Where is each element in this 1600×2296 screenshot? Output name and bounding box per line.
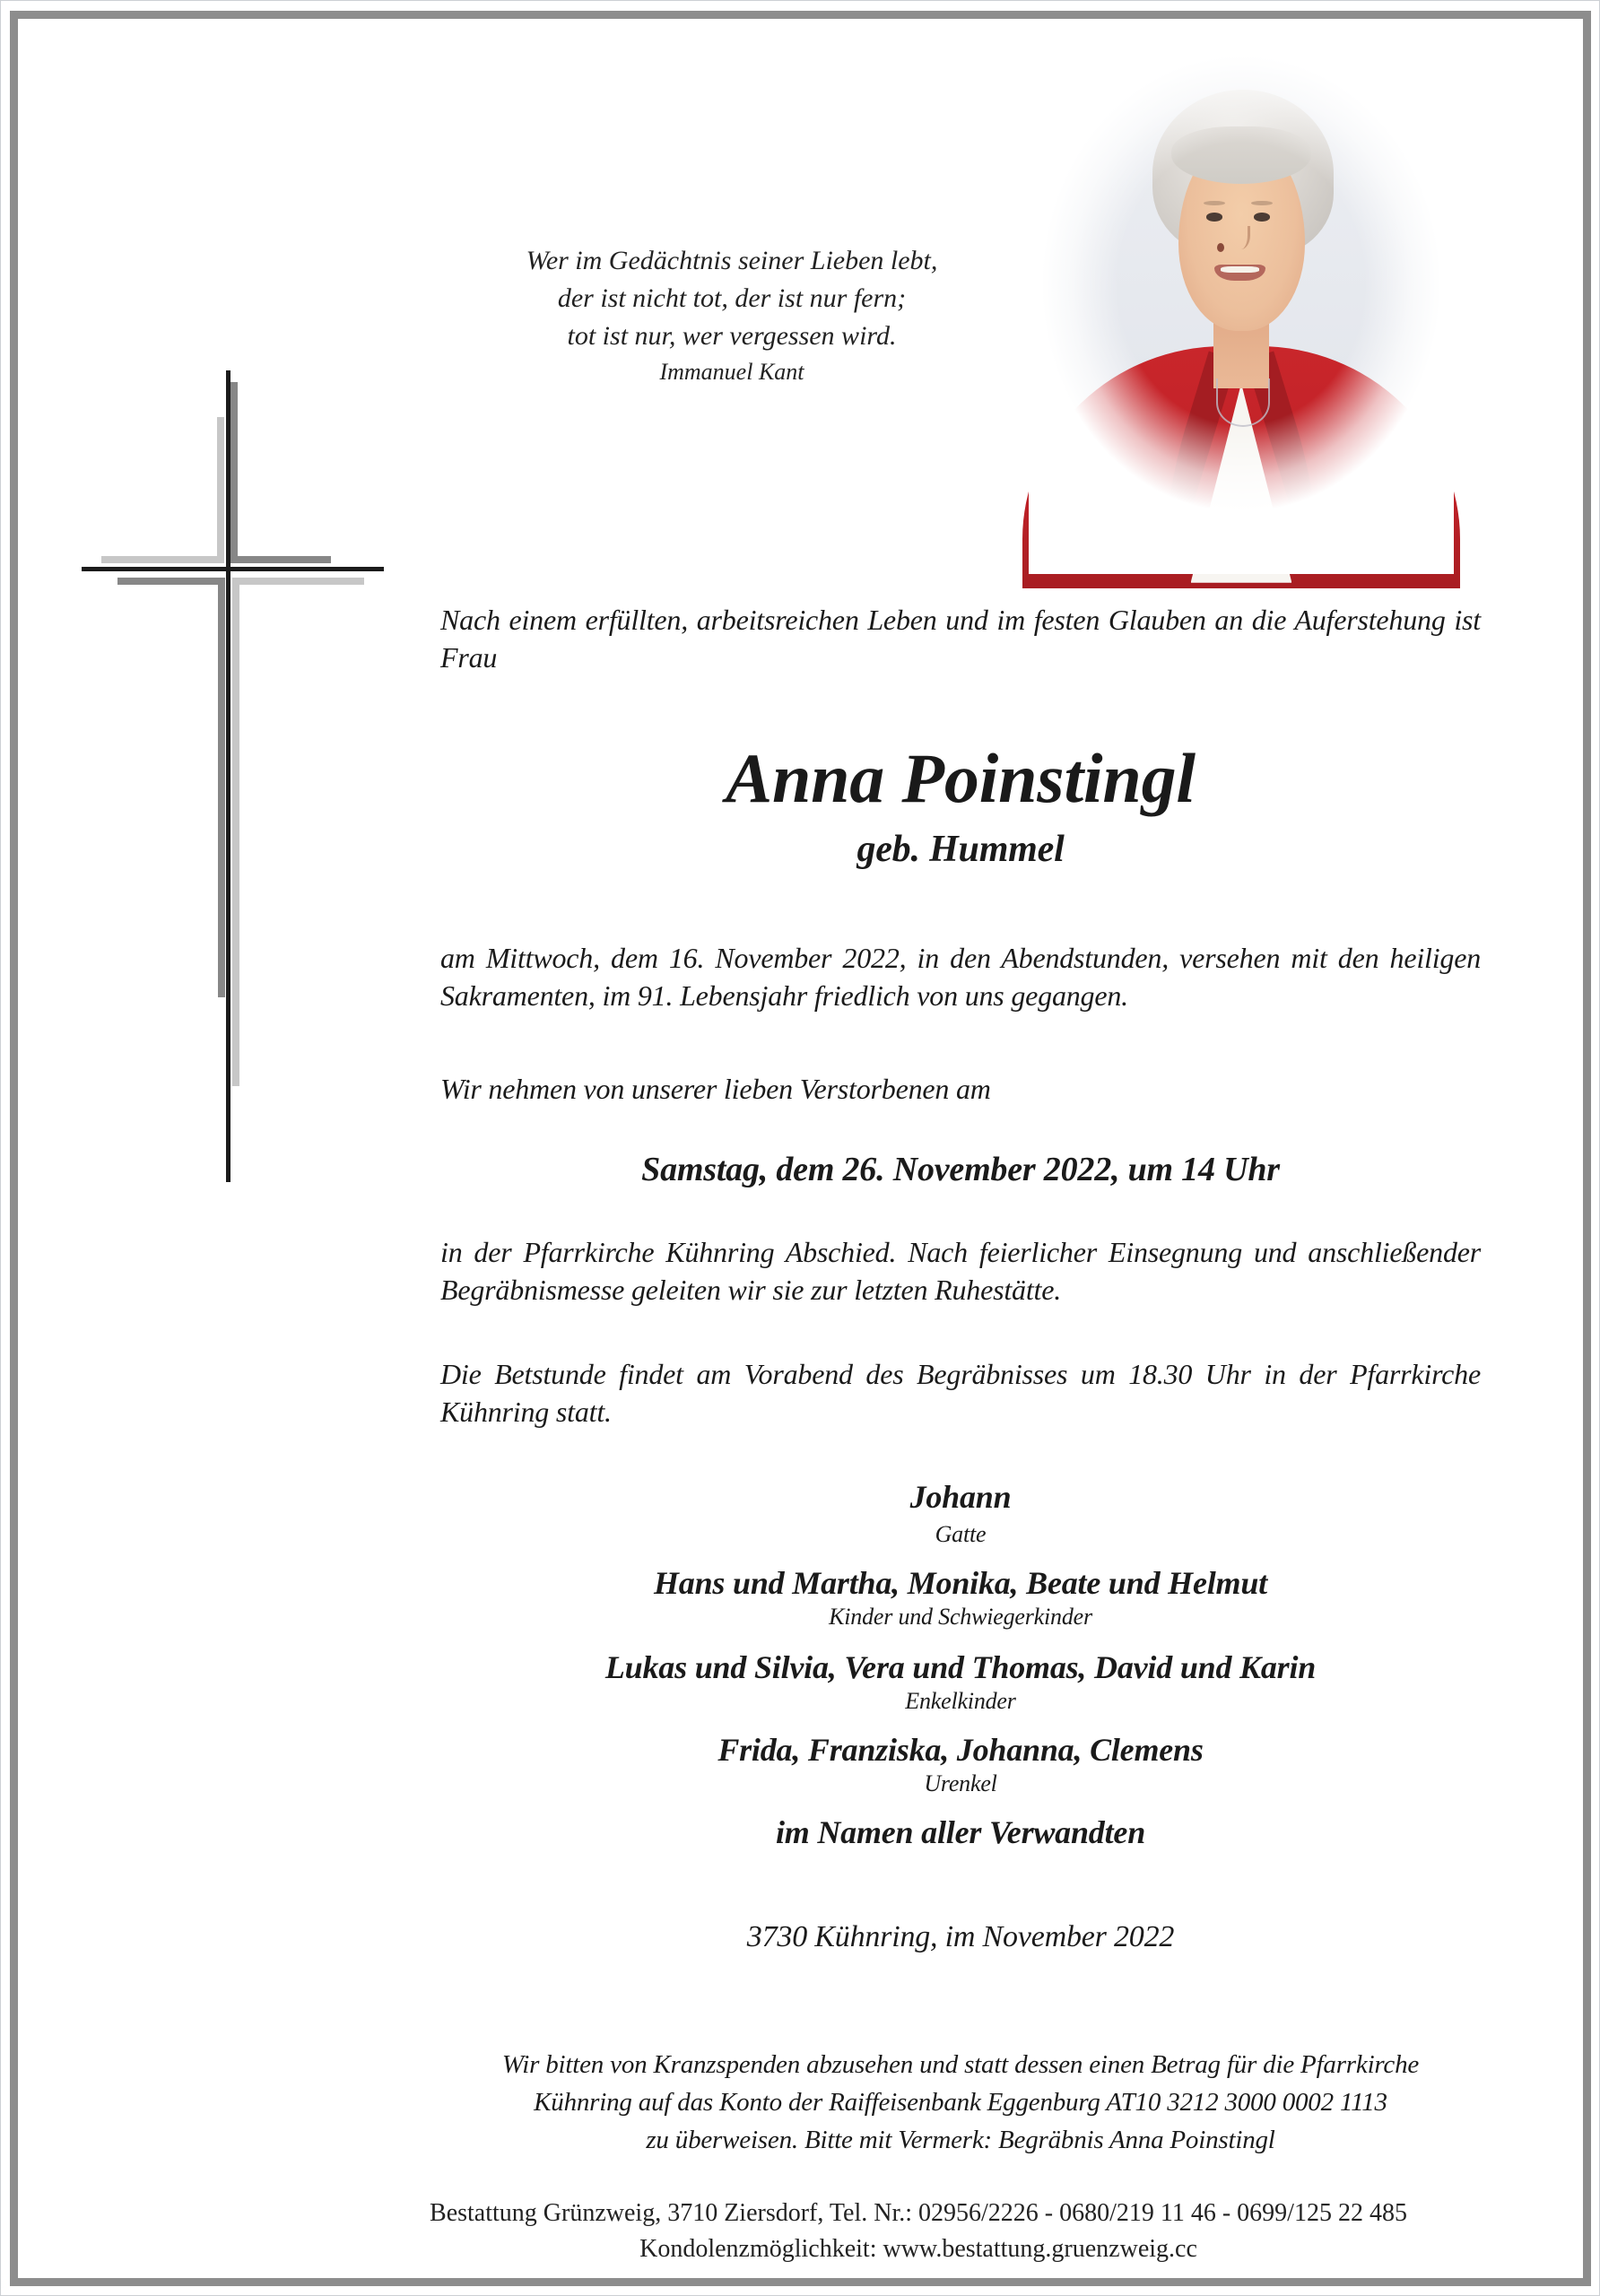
mourner-relation: Urenkel xyxy=(924,1770,997,1796)
cross-dark-bar xyxy=(231,556,331,563)
cross-light-bar xyxy=(217,417,224,563)
donation-line: Wir bitten von Kranzspenden abzusehen und statt dessen einen Betrag für die Pfarrkirche xyxy=(501,2050,1420,2079)
funeral-datetime: Samstag, dem 26. November 2022, um 14 Uhr xyxy=(641,1151,1280,1188)
deceased-name: Anna Poinstingl xyxy=(726,739,1196,817)
cross-black-bar xyxy=(226,370,230,1182)
quote-attribution: Immanuel Kant xyxy=(659,359,804,385)
condolence-info: Kondolenzmöglichkeit: www.bestattung.gruenzweig.cc xyxy=(639,2235,1197,2263)
maiden-name: geb. Hummel xyxy=(857,829,1065,870)
wake-notice-paragraph: Die Betstunde findet am Vorabend des Begräbnisses um 18.30 Uhr in der Pfarrkirche Kühnring statt. xyxy=(440,1358,1481,1428)
mourner-names: Hans und Martha, Monika, Beate und Helmut xyxy=(654,1565,1267,1601)
place-and-date: 3730 Kühnring, im November 2022 xyxy=(746,1920,1175,1953)
mourner-names: Johann xyxy=(909,1479,1012,1515)
donation-request xyxy=(440,2046,1481,2159)
funeral-home-info: Bestattung Grünzweig, 3710 Ziersdorf, Tel. Nr.: 02956/2226 - 0680/219 11 46 - 0699/125 22 485 xyxy=(430,2199,1407,2227)
intro-paragraph: Nach einem erfüllten, arbeitsreichen Leben und im festen Glauben an die Auferstehung ist Frau xyxy=(440,604,1481,674)
mourner-relation: Gatte xyxy=(935,1521,987,1547)
mourner-names: Lukas und Silvia, Vera und Thomas, David und Karin xyxy=(604,1649,1317,1685)
mourner-names: Frida, Franziska, Johanna, Clemens xyxy=(717,1732,1204,1768)
donation-line: Kühnring auf das Konto der Raiffeisenbank Eggenburg AT10 3212 3000 0002 1113 xyxy=(534,2088,1387,2117)
cross-light-bar xyxy=(232,578,364,585)
quote-line: der ist nicht tot, der ist nur fern; xyxy=(557,283,907,313)
death-notice-paragraph: am Mittwoch, dem 16. November 2022, in den Abendstunden, versehen mit den heiligen Sakramenten, im 91. Lebensjahr friedlich von uns gegangen. xyxy=(440,942,1481,1012)
in-the-name-of-relatives: im Namen aller Verwandten xyxy=(775,1814,1146,1850)
cross-dark-bar xyxy=(230,382,238,563)
donation-line: zu überweisen. Bitte mit Vermerk: Begräbnis Anna Poinstingl xyxy=(646,2126,1275,2154)
cross-light-bar xyxy=(232,578,239,1086)
funeral-details-paragraph: in der Pfarrkirche Kühnring Abschied. Nach feierlicher Einsegnung und anschließender Begräbnismesse geleiten wir sie zur letzten Ruhestätte. xyxy=(440,1236,1481,1306)
funeral-home-footer xyxy=(409,2196,1428,2267)
cross-dark-bar xyxy=(117,578,225,585)
quote-line: Wer im Gedächtnis seiner Lieben lebt, xyxy=(526,246,938,275)
quote-line: tot ist nur, wer vergessen wird. xyxy=(567,321,897,351)
cross-dark-bar xyxy=(218,578,225,997)
mourner-relation: Kinder und Schwiegerkinder xyxy=(829,1604,1092,1630)
cross-light-bar xyxy=(101,556,224,563)
portrait-photo xyxy=(1030,48,1452,572)
farewell-intro: Wir nehmen von unserer lieben Verstorbenen am xyxy=(440,1073,991,1105)
memorial-quote xyxy=(508,242,956,387)
photo-vignette xyxy=(1029,46,1454,574)
cross-black-bar xyxy=(82,567,384,571)
mourner-relation: Enkelkinder xyxy=(905,1688,1016,1714)
